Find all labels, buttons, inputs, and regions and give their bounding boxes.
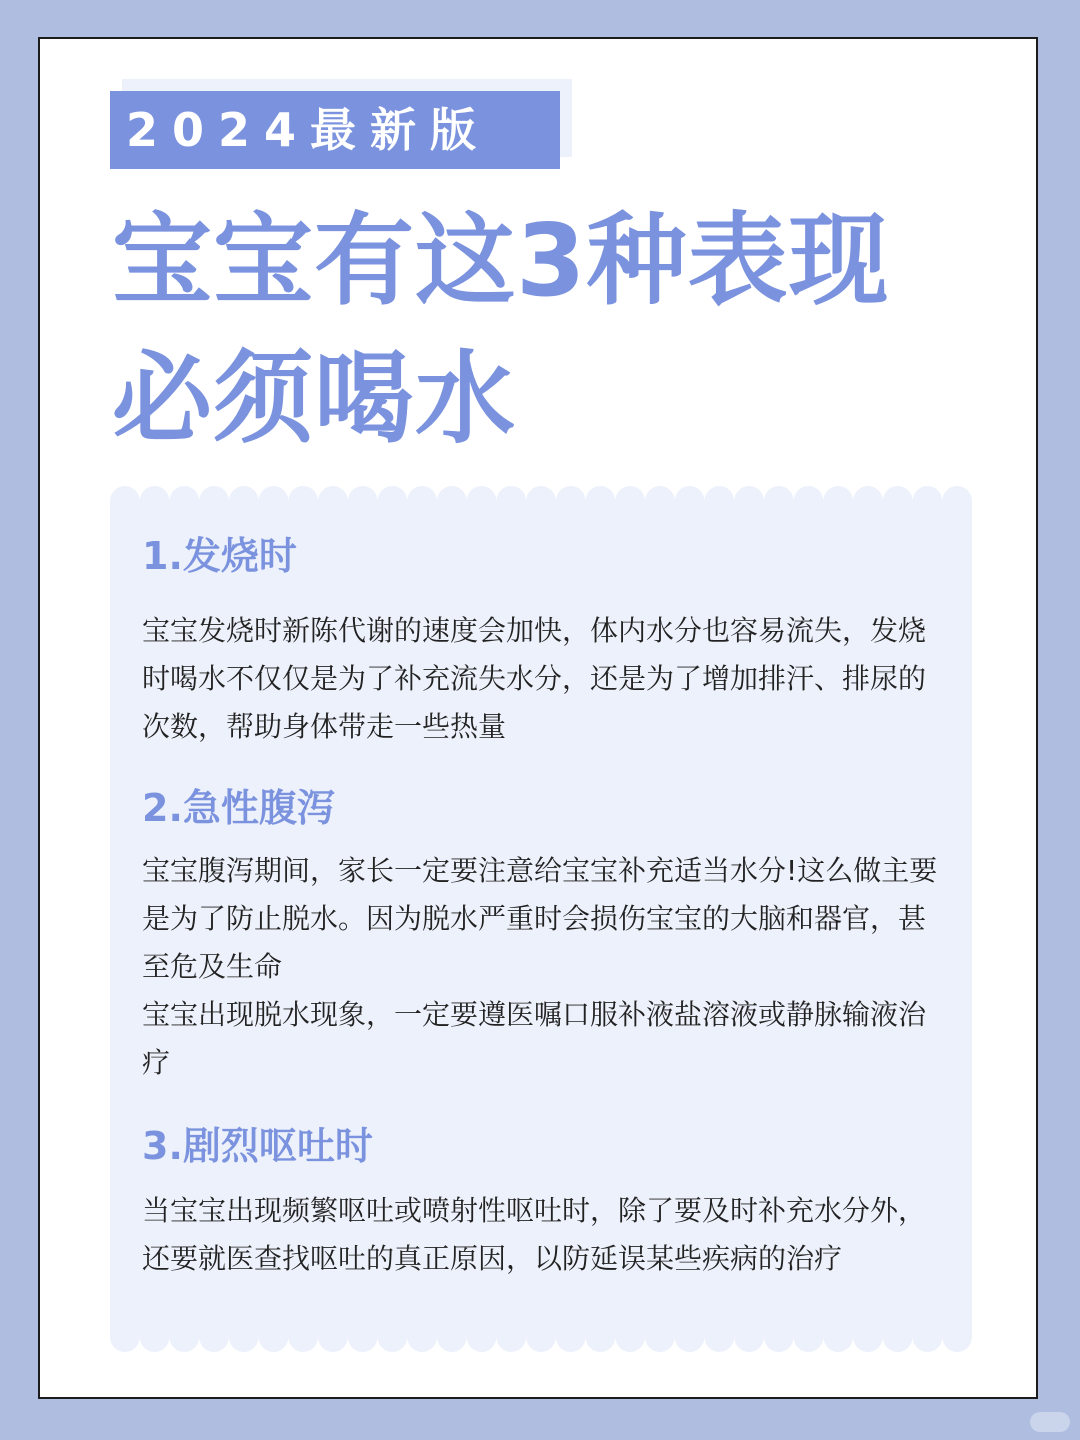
section-paragraph: 宝宝腹泻期间，家长一定要注意给宝宝补充适当水分!这么做主要是为了防止脱水。因为脱水严重时会损伤宝宝的大脑和器官，甚至危及生命 bbox=[142, 854, 938, 983]
watermark-badge bbox=[1030, 1412, 1070, 1432]
headline-line-2: 必须喝水 bbox=[112, 340, 516, 457]
content-card bbox=[38, 37, 1038, 1399]
section-paragraph: 宝宝出现脱水现象，一定要遵医嘱口服补液盐溶液或静脉输液治疗 bbox=[142, 998, 927, 1079]
info-panel bbox=[110, 479, 972, 1359]
section-body-vomiting bbox=[142, 1187, 942, 1283]
edition-badge: 2024最新版 bbox=[110, 91, 560, 169]
section-body-fever bbox=[142, 607, 942, 751]
headline-line-1: 宝宝有这3种表现 bbox=[112, 202, 890, 319]
section-paragraph: 宝宝发烧时新陈代谢的速度会加快，体内水分也容易流失，发烧时喝水不仅仅是为了补充流失水分，还是为了增加排汗、排尿的次数，帮助身体带走一些热量 bbox=[142, 614, 927, 743]
section-body-diarrhea bbox=[142, 847, 942, 1087]
section-paragraph: 当宝宝出现频繁呕吐或喷射性呕吐时，除了要及时补充水分外，还要就医查找呕吐的真正原因，以防延误某些疾病的治疗 bbox=[142, 1194, 927, 1275]
section-title-vomiting: 3.剧烈呕吐时 bbox=[142, 1124, 373, 1168]
section-title-fever: 1.发烧时 bbox=[142, 534, 297, 578]
section-title-diarrhea: 2.急性腹泻 bbox=[142, 786, 335, 830]
